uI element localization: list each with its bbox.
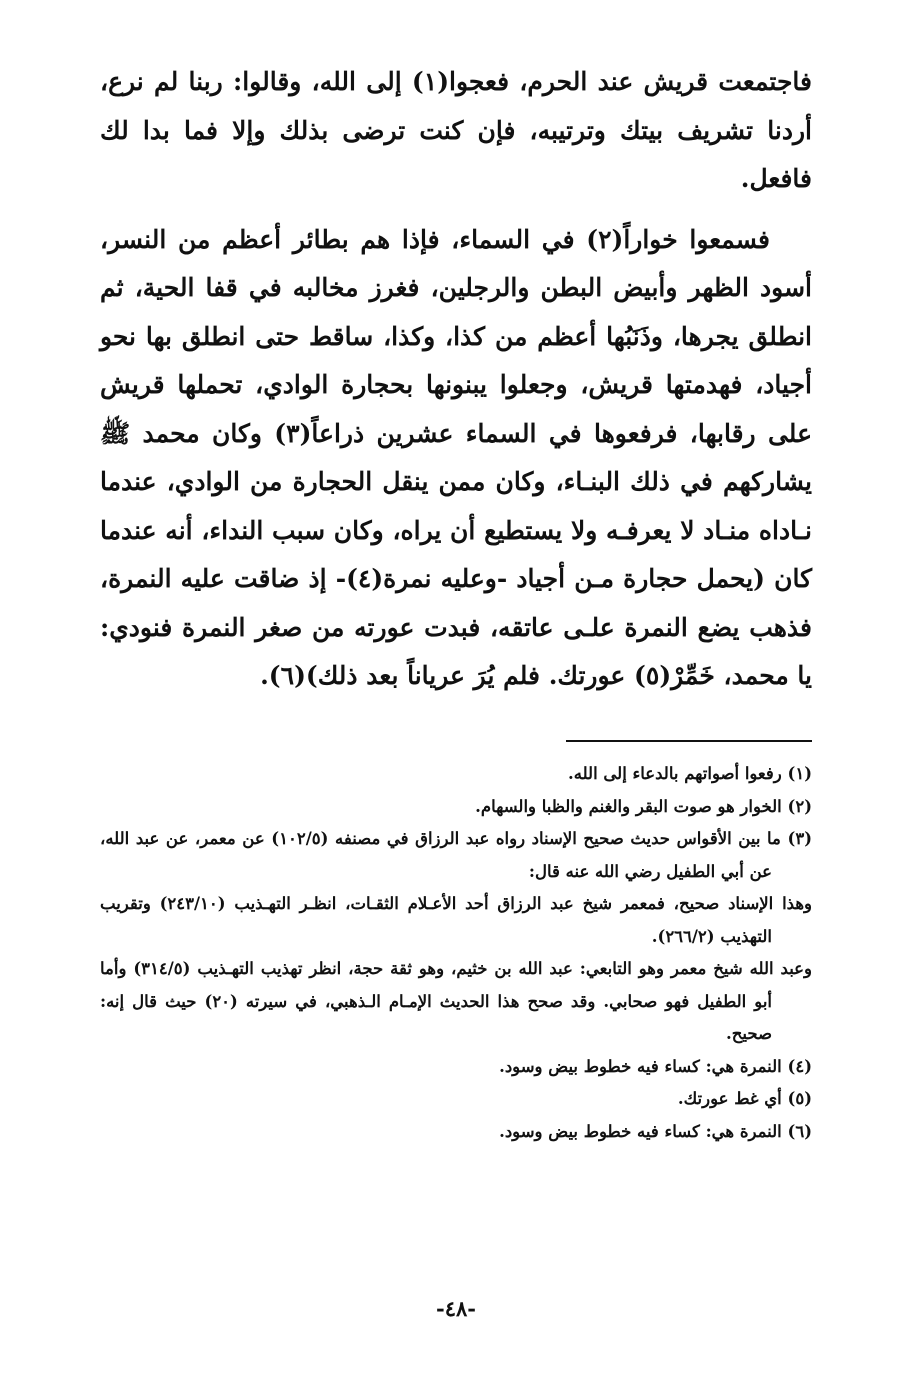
footnote-4: (٤) النمرة هي: كساء فيه خطوط بيض وسود.	[499, 1056, 812, 1076]
footnote-separator	[566, 740, 812, 742]
footnote-3: (٣) ما بين الأقواس حديث صحيح الإسناد رواه عبد الرزاق في مصنفه (١٠٢/٥) عن معمر، عن عبد الله، عن أبي الطفيل رضي الله عنه قال:	[100, 829, 812, 881]
footnotes	[100, 758, 812, 1148]
paragraph-1: فاجتمعت قريش عند الحرم، فعجوا(١) إلى الله، وقالوا: ربنا لم نرع، أردنا تشريف بيتك وترتيبه، فإن كنت ترضى بذلك وإلا فما بدا لك فافعل.	[100, 67, 812, 193]
footnote-3-continuation-2: وعبد الله شيخ معمر وهو التابعي: عبد الله بن خثيم، وهو ثقة حجة، انظر تهذيب التهـذيب (٣١٤/٥) وأما أبو الطفيل فهو صحابي. وقد صحح هذا الحديث الإمـام الـذهبي، في سيرته (٢٠) حيث قال إنه: صحيح.	[100, 959, 812, 1043]
footnote-6: (٦) النمرة هي: كساء فيه خطوط بيض وسود.	[499, 1121, 812, 1141]
footnote-5: (٥) أي غط عورتك.	[677, 1089, 812, 1108]
footnote-1: (١) رفعوا أصواتهم بالدعاء إلى الله.	[568, 764, 812, 783]
page-number: -٤٨-	[436, 1296, 476, 1321]
footnote-3-continuation-1: وهذا الإسناد صحيح، فمعمر شيخ عبد الرزاق أحد الأعـلام الثقـات، انظـر التهـذيب (٢٤٣/١٠) وتقريب التهذيب (٢٦٦/٢).	[100, 894, 812, 946]
main-text	[100, 58, 812, 701]
footnote-2: (٢) الخوار هو صوت البقر والغنم والظبا والسهام.	[475, 796, 812, 816]
paragraph-2: فسمعوا خواراً(٢) في السماء، فإذا هم بطائر أعظم من النسر، أسود الظهر وأبيض البطن والرجلين، فغرز مخالبه في قفا الحية، ثم انطلق يجرها، وذَنَبُها أعظم من كذا، وكذا، ساقط حتى انطلق بها نحو أجياد، فهدمتها قريش، وجعلوا يبنونها بحجارة الوادي، تحملها قريش على رقابها، فرفعوها في السماء عشرين ذراعاً(٣) وكان محمد ﷺ يشاركهم في ذلك البنـاء، وكان ممن ينقل الحجارة من الوادي، عندما نـاداه منـاد لا يعرفـه ولا يستطيع أن يراه، وكان سبب النداء، أنه عندما كان (يحمل حجارة مـن أجياد -وعليه نمرة(٤)- إذ ضاقت عليه النمرة، فذهب يضع النمرة علـى عاتقه، فبدت عورته من صغر النمرة فنودي: يا محمد، خَمِّرْ(٥) عورتك. فلم يُرَ عرياناً بعد ذلك)(٦).	[100, 224, 812, 690]
